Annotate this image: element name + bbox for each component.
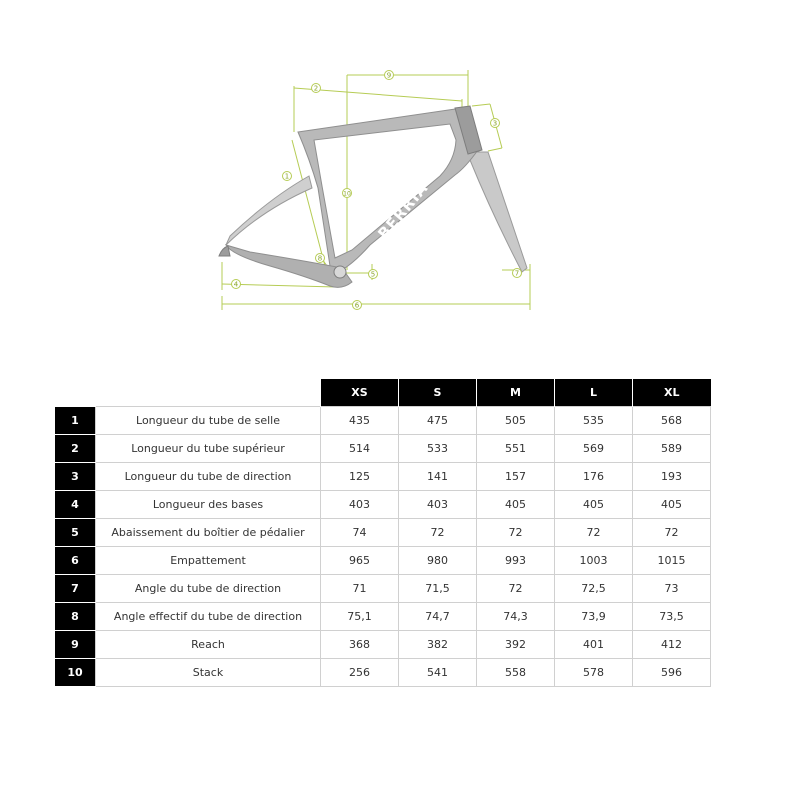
cell-xl: 596 <box>633 659 711 687</box>
cell-xs: 74 <box>321 519 399 547</box>
cell-xl: 405 <box>633 491 711 519</box>
cell-xl: 72 <box>633 519 711 547</box>
svg-text:3: 3 <box>492 119 498 128</box>
cell-xs: 75,1 <box>321 603 399 631</box>
size-header-l: L <box>555 379 633 407</box>
dim-marker-4 <box>232 280 241 289</box>
table-row <box>55 603 711 631</box>
cell-s: 71,5 <box>399 575 477 603</box>
cell-xl: 73,5 <box>633 603 711 631</box>
cell-m: 392 <box>477 631 555 659</box>
table-row <box>55 407 711 435</box>
cell-l: 405 <box>555 491 633 519</box>
cell-xs: 435 <box>321 407 399 435</box>
row-label: Empattement <box>96 547 321 575</box>
row-label: Reach <box>96 631 321 659</box>
row-label: Abaissement du boîtier de pédalier <box>96 519 321 547</box>
dim-marker-10 <box>343 189 352 198</box>
cell-xs: 403 <box>321 491 399 519</box>
cell-s: 980 <box>399 547 477 575</box>
row-number: 3 <box>55 463 96 491</box>
table-row <box>55 463 711 491</box>
table-row <box>55 659 711 687</box>
row-number: 4 <box>55 491 96 519</box>
bike-frame <box>219 106 527 287</box>
row-number: 8 <box>55 603 96 631</box>
cell-s: 382 <box>399 631 477 659</box>
table-row <box>55 547 711 575</box>
row-label: Angle du tube de direction <box>96 575 321 603</box>
row-number: 2 <box>55 435 96 463</box>
table-row <box>55 519 711 547</box>
svg-text:6: 6 <box>354 301 360 310</box>
dim-marker-2 <box>312 84 321 93</box>
row-label: Longueur des bases <box>96 491 321 519</box>
cell-xs: 125 <box>321 463 399 491</box>
cell-xs: 71 <box>321 575 399 603</box>
size-header-row <box>55 379 711 407</box>
cell-l: 72 <box>555 519 633 547</box>
cell-xl: 1015 <box>633 547 711 575</box>
brand-wordmark: BERRIA <box>374 178 432 243</box>
cell-s: 475 <box>399 407 477 435</box>
cell-s: 541 <box>399 659 477 687</box>
row-number: 5 <box>55 519 96 547</box>
row-number: 7 <box>55 575 96 603</box>
svg-text:2: 2 <box>313 84 319 93</box>
size-header-m: M <box>477 379 555 407</box>
row-number: 10 <box>55 659 96 687</box>
row-number: 6 <box>55 547 96 575</box>
size-header-xl: XL <box>633 379 711 407</box>
cell-m: 993 <box>477 547 555 575</box>
size-header-s: S <box>399 379 477 407</box>
cell-xl: 193 <box>633 463 711 491</box>
row-number: 1 <box>55 407 96 435</box>
svg-text:5: 5 <box>370 270 376 279</box>
table-row <box>55 435 711 463</box>
cell-s: 141 <box>399 463 477 491</box>
cell-xs: 514 <box>321 435 399 463</box>
row-label: Angle effectif du tube de direction <box>96 603 321 631</box>
cell-l: 1003 <box>555 547 633 575</box>
dim-marker-1 <box>283 172 292 181</box>
dimension-markers <box>232 71 522 310</box>
dim-marker-7 <box>513 269 522 278</box>
cell-xs: 256 <box>321 659 399 687</box>
cell-l: 401 <box>555 631 633 659</box>
cell-m: 558 <box>477 659 555 687</box>
cell-l: 73,9 <box>555 603 633 631</box>
svg-text:10: 10 <box>343 190 351 198</box>
table-row <box>55 491 711 519</box>
cell-xl: 568 <box>633 407 711 435</box>
dim-marker-9 <box>385 71 394 80</box>
cell-l: 72,5 <box>555 575 633 603</box>
cell-m: 157 <box>477 463 555 491</box>
cell-xs: 368 <box>321 631 399 659</box>
svg-text:1: 1 <box>284 172 290 181</box>
size-header-xs: XS <box>321 379 399 407</box>
cell-m: 72 <box>477 519 555 547</box>
cell-m: 72 <box>477 575 555 603</box>
cell-l: 578 <box>555 659 633 687</box>
cell-xs: 965 <box>321 547 399 575</box>
dim-marker-6 <box>353 301 362 310</box>
svg-text:4: 4 <box>233 280 239 289</box>
cell-s: 72 <box>399 519 477 547</box>
row-number: 9 <box>55 631 96 659</box>
table-row <box>55 631 711 659</box>
row-label: Longueur du tube de selle <box>96 407 321 435</box>
cell-l: 535 <box>555 407 633 435</box>
dim-marker-5 <box>369 270 378 279</box>
cell-s: 403 <box>399 491 477 519</box>
svg-text:7: 7 <box>514 269 520 278</box>
row-label: Stack <box>96 659 321 687</box>
cell-m: 551 <box>477 435 555 463</box>
geometry-table <box>55 379 711 687</box>
table-row <box>55 575 711 603</box>
cell-xl: 589 <box>633 435 711 463</box>
cell-m: 74,3 <box>477 603 555 631</box>
dim-marker-3 <box>491 119 500 128</box>
cell-m: 405 <box>477 491 555 519</box>
svg-text:8: 8 <box>317 254 323 263</box>
cell-xl: 412 <box>633 631 711 659</box>
cell-xl: 73 <box>633 575 711 603</box>
cell-s: 74,7 <box>399 603 477 631</box>
frame-geometry-diagram <box>0 0 800 340</box>
cell-l: 569 <box>555 435 633 463</box>
cell-m: 505 <box>477 407 555 435</box>
dim-marker-8 <box>316 254 325 263</box>
cell-s: 533 <box>399 435 477 463</box>
svg-text:9: 9 <box>386 71 392 80</box>
row-label: Longueur du tube de direction <box>96 463 321 491</box>
cell-l: 176 <box>555 463 633 491</box>
row-label: Longueur du tube supérieur <box>96 435 321 463</box>
